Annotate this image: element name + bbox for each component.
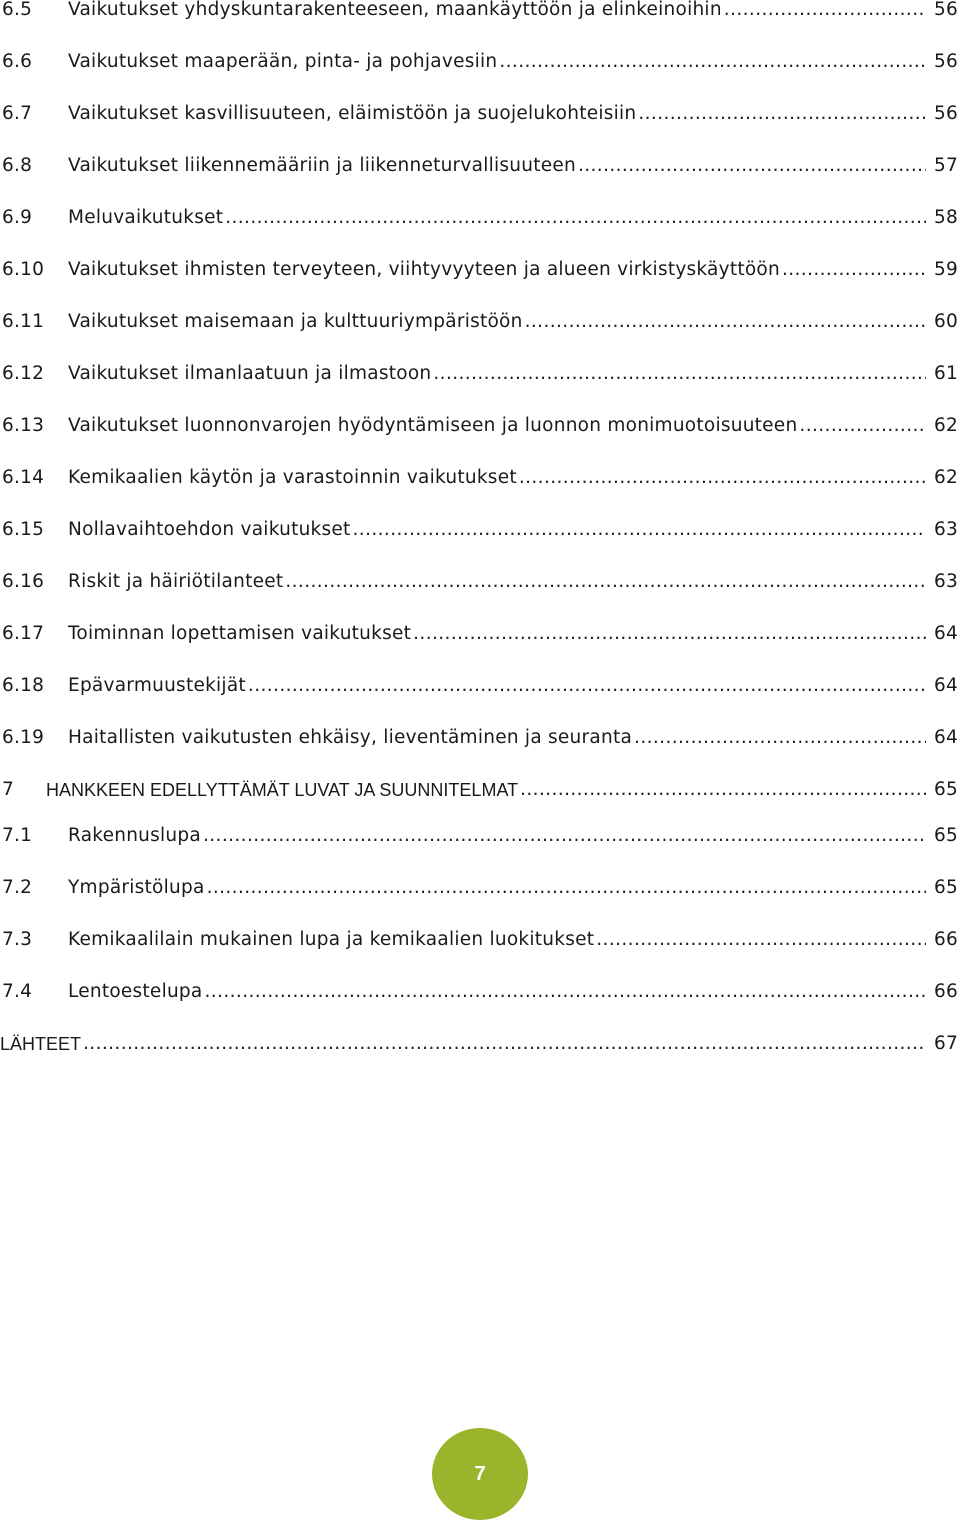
toc-title: Toiminnan lopettamisen vaikutukset <box>68 623 412 644</box>
toc-row-references[interactable] <box>0 1028 960 1056</box>
toc-title: Nollavaihtoehdon vaikutukset <box>68 519 351 540</box>
toc-number: 7.2 <box>2 877 33 898</box>
toc-number: 7 <box>2 779 15 800</box>
toc-number: 7.3 <box>2 929 33 950</box>
toc-leader <box>207 876 926 900</box>
toc-leader <box>83 1032 926 1056</box>
toc-page: 65 <box>933 779 958 800</box>
toc-page: 56 <box>933 103 958 124</box>
page-number-badge <box>432 1428 528 1520</box>
toc-number: 6.11 <box>2 311 45 332</box>
toc-row[interactable] <box>0 618 960 646</box>
toc-row[interactable] <box>0 872 960 900</box>
toc-number: 6.16 <box>2 571 45 592</box>
toc-row[interactable] <box>0 0 960 22</box>
toc-row-chapter[interactable] <box>0 774 960 802</box>
toc-leader <box>596 928 926 952</box>
toc-title: Kemikaalilain mukainen lupa ja kemikaalien luokitukset <box>68 929 595 950</box>
toc-row[interactable] <box>0 924 960 952</box>
toc-number: 6.12 <box>2 363 45 384</box>
toc-title: Ympäristölupa <box>68 877 205 898</box>
toc-row[interactable] <box>0 150 960 178</box>
toc-page: 65 <box>933 877 958 898</box>
toc-leader <box>578 154 926 178</box>
toc-leader <box>285 570 926 594</box>
toc-page: 64 <box>933 623 958 644</box>
toc-page: 57 <box>933 155 958 176</box>
toc-number: 6.18 <box>2 675 45 696</box>
toc-leader <box>203 824 926 848</box>
toc-leader <box>638 102 926 126</box>
page-number: 7 <box>474 1462 486 1485</box>
toc-row[interactable] <box>0 976 960 1004</box>
toc-leader <box>724 0 926 22</box>
toc-title: Epävarmuustekijät <box>68 675 246 696</box>
toc-leader <box>205 980 926 1004</box>
toc-number: 6.13 <box>2 415 45 436</box>
toc-leader <box>225 206 926 230</box>
toc-page: 66 <box>933 929 958 950</box>
toc-leader <box>634 726 926 750</box>
toc-page: 56 <box>933 0 958 20</box>
toc-page: 64 <box>933 727 958 748</box>
toc-title: Kemikaalien käytön ja varastoinnin vaikutukset <box>68 467 517 488</box>
toc-title: Riskit ja häiriötilanteet <box>68 571 284 592</box>
toc-row[interactable] <box>0 722 960 750</box>
toc-row[interactable] <box>0 670 960 698</box>
toc-title: Vaikutukset ihmisten terveyteen, viihtyvyyteen ja alueen virkistyskäyttöön <box>68 259 780 280</box>
toc-page: 62 <box>933 467 958 488</box>
toc-page: 66 <box>933 981 958 1002</box>
toc-leader <box>519 466 926 490</box>
toc-page: 58 <box>933 207 958 228</box>
toc-number: 6.19 <box>2 727 45 748</box>
toc-title: Vaikutukset maaperään, pinta- ja pohjavesiin <box>68 51 498 72</box>
toc-title: Meluvaikutukset <box>68 207 224 228</box>
toc-number: 6.9 <box>2 207 33 228</box>
toc-row[interactable] <box>0 46 960 74</box>
toc-page: 61 <box>933 363 958 384</box>
toc-leader <box>799 414 926 438</box>
toc-title: Lentoestelupa <box>68 981 203 1002</box>
toc-title: Vaikutukset yhdyskuntarakenteeseen, maankäyttöön ja elinkeinoihin <box>68 0 722 20</box>
toc-row[interactable] <box>0 358 960 386</box>
toc-page: 56 <box>933 51 958 72</box>
toc-number: 6.14 <box>2 467 45 488</box>
toc-title: Rakennuslupa <box>68 825 201 846</box>
toc-leader <box>520 778 926 802</box>
toc-row[interactable] <box>0 514 960 542</box>
toc-leader <box>782 258 926 282</box>
toc-leader <box>353 518 926 542</box>
toc-row[interactable] <box>0 410 960 438</box>
toc-page: 63 <box>933 571 958 592</box>
toc-page: 67 <box>933 1033 958 1054</box>
toc-title: Vaikutukset ilmanlaatuun ja ilmastoon <box>68 363 432 384</box>
toc-title: Vaikutukset kasvillisuuteen, eläimistöön ja suojelukohteisiin <box>68 103 637 124</box>
toc-page: 64 <box>933 675 958 696</box>
toc-row[interactable] <box>0 566 960 594</box>
toc-leader <box>433 362 926 386</box>
toc-number: 6.6 <box>2 51 33 72</box>
toc-number: 6.10 <box>2 259 45 280</box>
toc-row[interactable] <box>0 202 960 230</box>
toc-row[interactable] <box>0 462 960 490</box>
toc-page: 63 <box>933 519 958 540</box>
toc-number: 6.17 <box>2 623 45 644</box>
toc-number: 6.15 <box>2 519 45 540</box>
toc-title: Vaikutukset liikennemääriin ja liikenneturvallisuuteen <box>68 155 576 176</box>
toc-number: 7.4 <box>2 981 33 1002</box>
toc-leader <box>248 674 926 698</box>
toc-number: 6.8 <box>2 155 33 176</box>
toc-leader <box>499 50 926 74</box>
toc-leader <box>525 310 926 334</box>
toc-row[interactable] <box>0 820 960 848</box>
toc-title: Haitallisten vaikutusten ehkäisy, lieventäminen ja seuranta <box>68 727 633 748</box>
toc-number: 7.1 <box>2 825 33 846</box>
toc-page: 65 <box>933 825 958 846</box>
toc-number: 6.7 <box>2 103 33 124</box>
toc-leader <box>413 622 926 646</box>
toc-row[interactable] <box>0 254 960 282</box>
toc-row[interactable] <box>0 98 960 126</box>
toc-title: Vaikutukset maisemaan ja kulttuuriympäristöön <box>68 311 523 332</box>
toc-row[interactable] <box>0 306 960 334</box>
toc-page: 62 <box>933 415 958 436</box>
toc-title: HANKKEEN EDELLYTTÄMÄT LUVAT JA SUUNNITELMAT <box>46 780 519 800</box>
toc-title: Vaikutukset luonnonvarojen hyödyntämiseen ja luonnon monimuotoisuuteen <box>68 415 798 436</box>
toc-title: LÄHTEET <box>0 1034 82 1054</box>
toc-number: 6.5 <box>2 0 33 20</box>
toc-page: 59 <box>933 259 958 280</box>
toc-page: 60 <box>933 311 958 332</box>
